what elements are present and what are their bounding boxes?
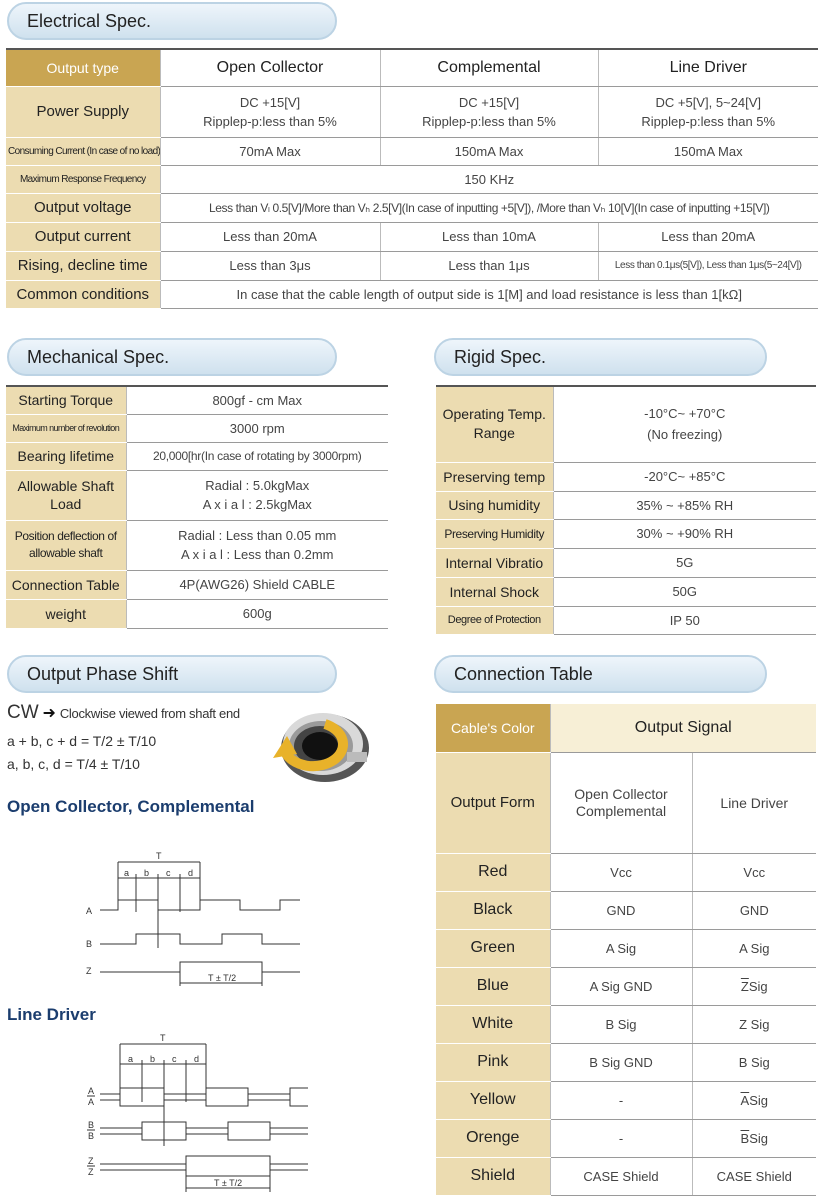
wave-label-d: d	[188, 868, 194, 878]
mech-label: Maximum number of revolution	[6, 414, 126, 442]
rigid-label: Preserving temp	[436, 462, 553, 491]
common-label: Common conditions	[6, 280, 160, 308]
ld-wave-label-Z: Z	[88, 1156, 94, 1166]
wave-label-A: A	[86, 906, 93, 916]
conn-oc: GND	[550, 891, 692, 929]
output-current-label: Output current	[6, 222, 160, 251]
rigid-label: Using humidity	[436, 491, 553, 519]
phase-eq1: a + b, c + d = T/2 ± T/10	[7, 733, 157, 749]
phase-title: Output Phase Shift	[27, 663, 179, 684]
conn-ld: A Sig	[692, 929, 816, 967]
mech-value: Radial : 5.0kgMax A x i a l : 2.5kgMax	[126, 470, 388, 520]
arrow-right-icon: ➜	[42, 705, 56, 722]
output-current-oc: Less than 20mA	[160, 222, 380, 251]
conn-ld: CASE Shield	[692, 1157, 816, 1195]
power-supply-label: Power Supply	[6, 86, 160, 137]
conn-color: Pink	[436, 1043, 550, 1081]
waveform-ld-diagram	[80, 1030, 320, 1196]
mech-label: weight	[6, 599, 126, 628]
ld-wave-label-B-bar: B	[88, 1131, 95, 1141]
conn-color: Yellow	[436, 1081, 550, 1119]
cw-desc: Clockwise viewed from shaft end	[59, 706, 240, 721]
mech-label: Position deflection of allowable shaft	[6, 520, 126, 570]
mechanical-title: Mechanical Spec.	[27, 346, 170, 367]
consuming-ld: 150mA Max	[598, 137, 818, 165]
mech-label: Starting Torque	[6, 386, 126, 414]
mechanical-section-title	[7, 338, 337, 376]
electrical-title: Electrical Spec.	[27, 10, 152, 31]
consuming-comp: 150mA Max	[380, 137, 598, 165]
conn-color: Shield	[436, 1157, 550, 1195]
cw-line	[7, 702, 240, 724]
rigid-value: 30% ~ +90% RH	[553, 519, 816, 548]
line-driver-title: Line Driver	[7, 1005, 96, 1024]
rigid-value: 5G	[553, 548, 816, 577]
common-value: In case that the cable length of output side is 1[M] and load resistance is less than 1[kΩ]	[160, 280, 818, 308]
max-freq-value: 150 KHz	[160, 165, 818, 193]
conn-ld: $\overline{Z}Sig$	[692, 967, 816, 1005]
conn-ld: B Sig	[692, 1043, 816, 1081]
conn-ld: $\overline{A}Sig$	[692, 1081, 816, 1119]
output-voltage-value: Less than Vₗ 0.5[V]/More than Vₕ 2.5[V](In case of inputting +5[V]), /More than Vₕ 10[V](In case of inputting +15[V])	[160, 193, 818, 222]
conn-color: White	[436, 1005, 550, 1043]
conn-oc: A Sig GND	[550, 967, 692, 1005]
conn-output-form: Output Form	[436, 752, 550, 853]
rigid-value: IP 50	[553, 606, 816, 634]
ld-wave-label-d: d	[194, 1054, 200, 1064]
power-supply-comp: DC +15[V] Ripplep-p:less than 5%	[380, 86, 598, 137]
consuming-label: Consuming Current (In case of no load)	[6, 137, 160, 165]
wave-label-b: b	[144, 868, 150, 878]
conn-color: Orenge	[436, 1119, 550, 1157]
rising-ld: Less than 0.1μs(5[V]), Less than 1μs(5~24[V])	[598, 251, 818, 280]
wave-label-B: B	[86, 939, 93, 949]
conn-color: Green	[436, 929, 550, 967]
rigid-value: -10°C~ +70°C (No freezing)	[553, 386, 816, 462]
conn-oc: -	[550, 1119, 692, 1157]
conn-oc: A Sig	[550, 929, 692, 967]
conn-color: Red	[436, 853, 550, 891]
header-complemental: Complemental	[380, 49, 598, 86]
conn-oc: Vcc	[550, 853, 692, 891]
conn-ld: $\overline{B}Sig$	[692, 1119, 816, 1157]
rigid-section-title	[434, 338, 767, 376]
rigid-label: Operating Temp. Range	[436, 386, 553, 462]
mech-value: 600g	[126, 599, 388, 628]
conn-oc: -	[550, 1081, 692, 1119]
conn-ld: Z Sig	[692, 1005, 816, 1043]
header-line-driver: Line Driver	[598, 49, 818, 86]
conn-ld: Vcc	[692, 853, 816, 891]
mech-value: Radial : Less than 0.05 mm A x i a l : Less than 0.2mm	[126, 520, 388, 570]
mech-label: Bearing lifetime	[6, 442, 126, 470]
conn-col-ld: Line Driver	[692, 752, 816, 853]
rigid-table	[436, 385, 816, 635]
rigid-label: Degree of Protection	[436, 606, 553, 634]
rising-label: Rising, decline time	[6, 251, 160, 280]
mech-value: 4P(AWG26) Shield CABLE	[126, 570, 388, 599]
power-supply-ld: DC +5[V], 5~24[V] Ripplep-p:less than 5%	[598, 86, 818, 137]
electrical-table	[6, 48, 818, 309]
conn-ld: GND	[692, 891, 816, 929]
connection-title: Connection Table	[454, 663, 593, 684]
rigid-title: Rigid Spec.	[454, 346, 547, 367]
ld-wave-label-A: A	[88, 1086, 95, 1096]
output-current-ld: Less than 20mA	[598, 222, 818, 251]
conn-header-signal: Output Signal	[550, 704, 816, 752]
mech-value: 20,000[hr(In case of rotating by 3000rpm)	[126, 442, 388, 470]
wave-label-a: a	[124, 868, 130, 878]
conn-oc: B Sig GND	[550, 1043, 692, 1081]
mech-value: 800gf - cm Max	[126, 386, 388, 414]
connection-section-title	[434, 655, 767, 693]
ld-wave-label-a: a	[128, 1054, 134, 1064]
rigid-label: Internal Vibratio	[436, 548, 553, 577]
rigid-value: -20°C~ +85°C	[553, 462, 816, 491]
mech-label: Allowable Shaft Load	[6, 470, 126, 520]
phase-section-title	[7, 655, 337, 693]
mech-label: Connection Table	[6, 570, 126, 599]
consuming-oc: 70mA Max	[160, 137, 380, 165]
rigid-label: Internal Shock	[436, 577, 553, 606]
output-voltage-label: Output voltage	[6, 193, 160, 222]
ld-wave-label-Z-bar: Z	[88, 1167, 94, 1177]
mech-value: 3000 rpm	[126, 414, 388, 442]
phase-eq2: a, b, c, d = T/4 ± T/10	[7, 756, 140, 772]
conn-oc: B Sig	[550, 1005, 692, 1043]
mechanical-table	[6, 385, 388, 629]
ld-wave-label-T: T	[160, 1033, 166, 1043]
ld-wave-label-A-bar: A	[88, 1097, 95, 1107]
rising-comp: Less than 1μs	[380, 251, 598, 280]
conn-col-oc: Open Collector Complemental	[550, 752, 692, 853]
max-freq-label: Maximum Response Frequency	[6, 165, 160, 193]
wave-label-T: T	[156, 851, 162, 861]
rigid-label: Preserving Humidity	[436, 519, 553, 548]
conn-color: Blue	[436, 967, 550, 1005]
connection-table	[436, 704, 816, 1196]
conn-header-color: Cable's Color	[436, 704, 550, 752]
ld-wave-label-B: B	[88, 1120, 95, 1130]
oc-complemental-title: Open Collector, Complemental	[7, 797, 255, 816]
header-open-collector: Open Collector	[160, 49, 380, 86]
header-output-type: Output type	[6, 49, 160, 86]
waveform-oc-diagram	[80, 848, 310, 990]
power-supply-oc: DC +15[V] Ripplep-p:less than 5%	[160, 86, 380, 137]
rigid-value: 35% ~ +85% RH	[553, 491, 816, 519]
rigid-value: 50G	[553, 577, 816, 606]
cw-label: CW	[7, 702, 39, 723]
encoder-image	[265, 702, 381, 790]
output-current-comp: Less than 10mA	[380, 222, 598, 251]
conn-oc: CASE Shield	[550, 1157, 692, 1195]
electrical-section-title	[7, 2, 337, 40]
wave-label-tol: T ± T/2	[208, 973, 237, 983]
ld-wave-label-b: b	[150, 1054, 156, 1064]
wave-label-c: c	[166, 868, 171, 878]
conn-color: Black	[436, 891, 550, 929]
wave-label-Z: Z	[86, 966, 92, 976]
rising-oc: Less than 3μs	[160, 251, 380, 280]
ld-wave-label-c: c	[172, 1054, 177, 1064]
ld-wave-label-tol: T ± T/2	[214, 1178, 243, 1188]
